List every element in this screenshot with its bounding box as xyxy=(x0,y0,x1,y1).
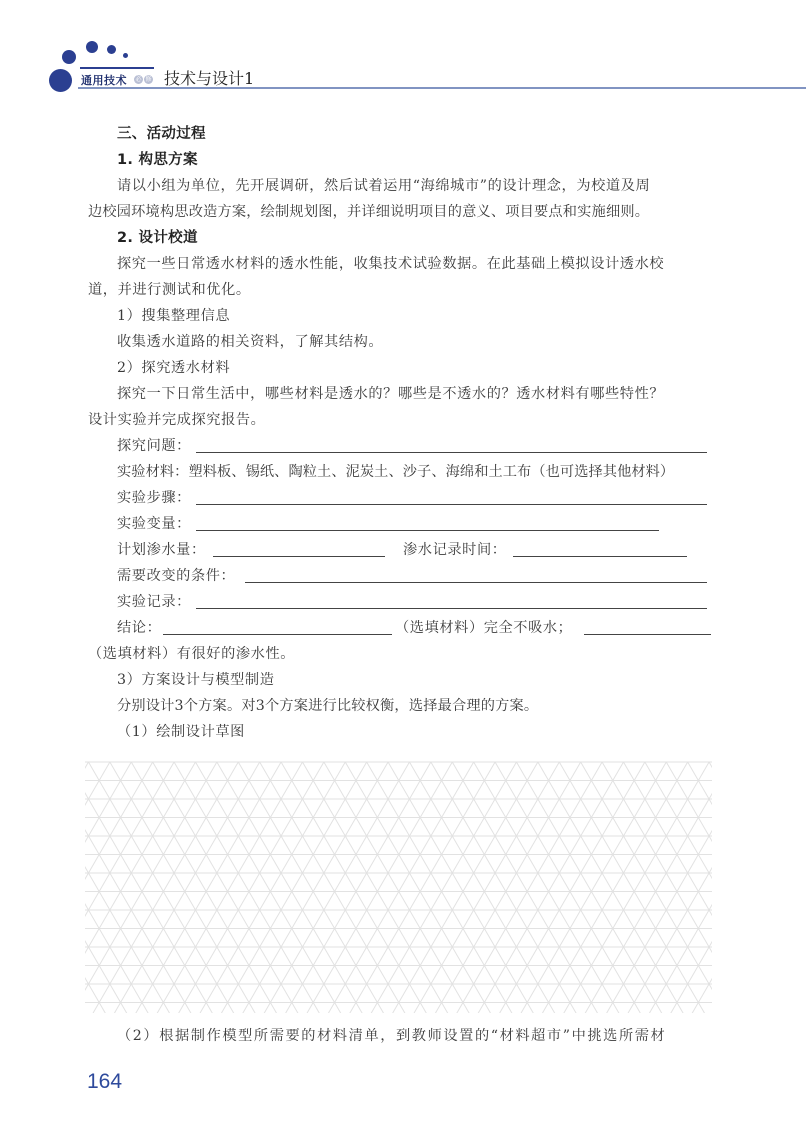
book-series-label: 通用技术 xyxy=(81,74,127,87)
form-label-steps: 实验步骤： xyxy=(117,490,191,506)
grid-diagonal-line xyxy=(306,762,452,1013)
form-materials: 实验材料：塑料板、锡纸、陶粒土、泥炭土、沙子、海绵和土工布（也可选择其他材料） xyxy=(117,464,675,480)
subsection-heading: 1. 构思方案 xyxy=(117,152,198,168)
form-label-planned-water: 计划渗水量： xyxy=(117,542,206,558)
header-rule-short xyxy=(80,67,154,69)
grid-diagonal-line xyxy=(131,762,277,1013)
grid-diagonal-line xyxy=(242,762,388,1013)
fill-blank-question[interactable] xyxy=(196,452,707,453)
grid-diagonal-line xyxy=(409,762,555,1013)
grid-diagonal-line xyxy=(220,762,366,1013)
decor-dot-tiny xyxy=(123,53,128,58)
grid-diagonal-line xyxy=(178,762,324,1013)
fill-blank-conclusion-2[interactable] xyxy=(584,634,711,635)
grid-diagonal-line xyxy=(285,762,431,1013)
form-label-conditions: 需要改变的条件： xyxy=(117,568,236,584)
paragraph-line: 收集透水道路的相关资料，了解其结构。 xyxy=(117,334,384,350)
form-label-record-time: 渗水记录时间： xyxy=(403,542,507,558)
grid-diagonal-line xyxy=(349,762,495,1013)
grid-diagonal-line xyxy=(113,762,259,1013)
grid-diagonal-line xyxy=(85,762,213,1013)
fill-blank-record[interactable] xyxy=(196,608,707,609)
fill-blank-conclusion-1[interactable] xyxy=(163,634,392,635)
isometric-sketch-grid[interactable] xyxy=(85,760,712,1013)
grid-diagonal-line xyxy=(666,762,712,1013)
grid-diagonal-line xyxy=(85,762,128,1013)
grid-diagonal-line xyxy=(195,762,341,1013)
form-label-question: 探究问题： xyxy=(117,438,191,454)
grid-diagonal-line xyxy=(670,762,712,1013)
required-badge-icon: 必 xyxy=(135,76,142,83)
grid-diagonal-line xyxy=(388,762,534,1013)
step-heading: 3）方案设计与模型制造 xyxy=(117,672,275,688)
grid-diagonal-line xyxy=(110,762,256,1013)
required-badge-icon: 修 xyxy=(145,76,152,83)
grid-diagonal-line xyxy=(559,762,705,1013)
grid-diagonal-line xyxy=(413,762,559,1013)
grid-diagonal-line xyxy=(456,762,602,1013)
grid-diagonal-line xyxy=(92,762,238,1013)
grid-diagonal-line xyxy=(563,762,709,1013)
grid-diagonal-line xyxy=(434,762,580,1013)
decor-dot-medium xyxy=(62,50,76,64)
grid-diagonal-line xyxy=(477,762,623,1013)
fill-blank-conditions[interactable] xyxy=(245,582,707,583)
step-heading: 2）探究透水材料 xyxy=(117,360,231,376)
grid-diagonal-line xyxy=(367,762,513,1013)
paragraph-line: 请以小组为单位，先开展调研，然后试着运用“海绵城市”的设计理念，为校道及周 xyxy=(117,178,651,194)
grid-diagonal-line xyxy=(345,762,491,1013)
paragraph-line: 分别设计3个方案。对3个方案进行比较权衡，选择最合理的方案。 xyxy=(117,698,539,714)
grid-diagonal-line xyxy=(199,762,345,1013)
grid-diagonal-line xyxy=(327,762,473,1013)
form-label-conclusion: 结论： xyxy=(117,620,162,636)
grid-diagonal-line xyxy=(174,762,320,1013)
grid-diagonal-line xyxy=(474,762,620,1013)
grid-diagonal-line xyxy=(217,762,363,1013)
grid-diagonal-line xyxy=(153,762,299,1013)
page-number: 164 xyxy=(87,1070,123,1093)
grid-diagonal-line xyxy=(431,762,577,1013)
paragraph-line: 探究一些日常透水材料的透水性能，收集技术试验数据。在此基础上模拟设计透水校 xyxy=(117,256,665,272)
step-heading: 1）搜集整理信息 xyxy=(117,308,231,324)
grid-diagonal-line xyxy=(135,762,281,1013)
subsection-heading: 2. 设计校道 xyxy=(117,230,198,246)
grid-diagonal-line xyxy=(370,762,516,1013)
form-conclusion-text: （选填材料）有很好的渗水性。 xyxy=(88,646,296,662)
grid-diagonal-line xyxy=(302,762,448,1013)
paragraph-line: 边校园环境构思改造方案，绘制规划图，并详细说明项目的意义、项目要点和实施细则。 xyxy=(88,204,650,220)
grid-diagonal-line xyxy=(260,762,406,1013)
fill-blank-steps[interactable] xyxy=(196,504,707,505)
decor-dot-large xyxy=(49,69,72,92)
grid-diagonal-line xyxy=(85,762,131,1013)
grid-diagonal-line xyxy=(392,762,538,1013)
form-conclusion-text: （选填材料）完全不吸水； xyxy=(395,620,573,636)
grid-diagonal-line xyxy=(541,762,687,1013)
section-heading: 三、活动过程 xyxy=(117,126,206,142)
form-label-record: 实验记录： xyxy=(117,594,191,610)
grid-diagonal-line xyxy=(88,762,234,1013)
grid-diagonal-line xyxy=(516,762,662,1013)
grid-diagonal-line xyxy=(238,762,384,1013)
grid-diagonal-line xyxy=(85,762,153,1013)
grid-diagonal-line xyxy=(263,762,409,1013)
grid-diagonal-line xyxy=(499,762,645,1013)
grid-diagonal-line xyxy=(156,762,302,1013)
book-title: 技术与设计1 xyxy=(164,69,255,88)
fill-blank-planned-water[interactable] xyxy=(213,556,385,557)
paragraph-line: 设计实验并完成探究报告。 xyxy=(88,412,266,428)
fill-blank-record-time[interactable] xyxy=(513,556,687,557)
sub-step-heading: （2）根据制作模型所需要的材料清单，到教师设置的“材料超市”中挑选所需材 xyxy=(117,1028,667,1044)
decor-dot-smaller xyxy=(107,45,116,54)
grid-diagonal-line xyxy=(538,762,684,1013)
sub-step-heading: （1）绘制设计草图 xyxy=(117,724,245,740)
fill-blank-variables[interactable] xyxy=(196,530,659,531)
grid-diagonal-line xyxy=(495,762,641,1013)
paragraph-line: 探究一下日常生活中，哪些材料是透水的？哪些是不透水的？透水材料有哪些特性？ xyxy=(117,386,665,402)
form-label-variables: 实验变量： xyxy=(117,516,191,532)
grid-diagonal-line xyxy=(452,762,598,1013)
grid-diagonal-line xyxy=(281,762,427,1013)
grid-diagonal-line xyxy=(324,762,470,1013)
grid-diagonal-line xyxy=(645,762,712,1013)
paragraph-line: 道，并进行测试和优化。 xyxy=(88,282,251,298)
grid-diagonal-line xyxy=(520,762,666,1013)
decor-dot-small xyxy=(86,41,98,53)
